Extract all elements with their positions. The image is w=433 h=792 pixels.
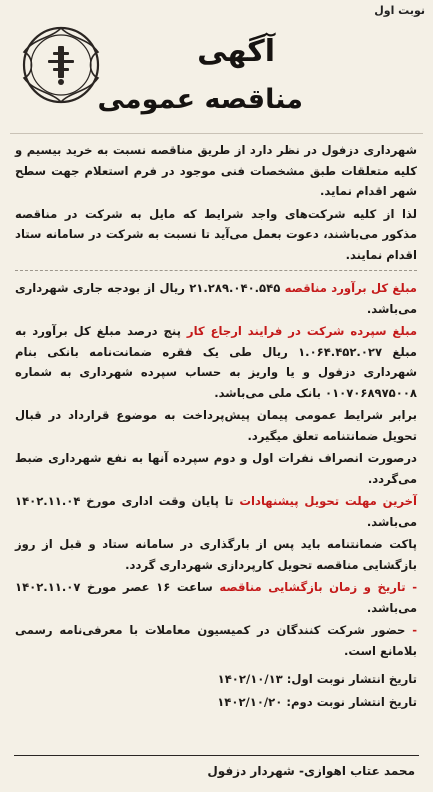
- paragraph-deposit: [15, 321, 417, 403]
- paragraph-forfeit: درصورت انصراف نفرات اول و دوم سپرده آنها به نفع شهرداری ضبط می‌گردد.: [15, 451, 417, 486]
- mayor-signature: محمد عتاب اهوازی- شهردار دزفول: [207, 764, 415, 778]
- paragraph-prepayment: برابر شرایط عمومی پیمان پیش‌پرداخت به موضوع قرارداد در قبال تحویل ضمانتنامه تعلق میگیرد.: [15, 408, 417, 443]
- dashed-divider: [15, 270, 417, 271]
- attendance-dash: -: [412, 623, 417, 637]
- footer-divider: [14, 755, 419, 756]
- second-publication-date: تاریخ انتشار نوبت دوم: ۱۴۰۲/۱۰/۲۰: [217, 694, 417, 709]
- header-divider: [10, 133, 423, 134]
- opening-text: ساعت ۱۶ عصر مورخ ۱۴۰۲.۱۱.۰۷ می‌باشد.: [15, 580, 417, 615]
- paragraph-attendance: [15, 620, 417, 661]
- attendance-text: حضور شرکت کنندگان در کمیسیون معاملات با معرفی‌نامه رسمی بلامانع است.: [15, 623, 417, 658]
- notice-subtitle: مناقصه عمومی: [97, 84, 303, 115]
- estimate-text: ۲۱.۲۸۹.۰۴۰.۵۴۵ ریال از بودجه جاری شهرداری می‌باشد.: [15, 281, 417, 316]
- publication-dates: [15, 669, 417, 712]
- paragraph-envelope: پاکت ضمانتنامه باید پس از بارگذاری در سامانه ستاد و قبل از روز بازگشایی مناقصه تحویل کارپردازی شهرداری گردد.: [15, 537, 417, 572]
- paragraph-estimate: [15, 278, 417, 319]
- deadline-label: آخرین مهلت تحویل پیشنهادات: [239, 494, 418, 508]
- notice-body: [15, 140, 417, 714]
- publication-number: نوبت اول: [374, 4, 425, 17]
- paragraph-invitation: لذا از کلیه شرکت‌های واجد شرایط که مایل به شرکت در مناقصه مذکور می‌باشند، دعوت بعمل می‌آید تا نسبت به شرکت در سامانه ستاد اقدام نمایند.: [15, 206, 417, 262]
- deadline-text: تا پایان وقت اداری مورخ ۱۴۰۲.۱۱.۰۴ می‌باشد.: [15, 494, 417, 529]
- deposit-text: پنج درصد مبلغ کل برآورد به مبلغ ۱.۰۶۴.۴۵۲.۰۲۷ ریال طی یک فقره ضمانت‌نامه بانکی بنام شهرداری دزفول و یا واریز به حساب سپرده شهرداری به شماره ۰۱۰۷۰۶۸۹۷۵۰۰۸ بانک ملی می‌باشد.: [15, 324, 417, 400]
- municipality-emblem-icon: [18, 22, 104, 108]
- paragraph-opening: [15, 577, 417, 618]
- notice-title: آگهی: [197, 34, 275, 69]
- deposit-label: مبلغ سپرده شرکت در فرایند ارجاع کار: [186, 324, 417, 338]
- estimate-label: مبلغ کل برآورد مناقصه: [284, 281, 417, 295]
- paragraph-intro: شهرداری دزفول در نظر دارد از طریق مناقصه نسبت به خرید بیسیم و کلیه متعلقات طبق مشخصات فنی موجود در فرم استعلام جهت سطح شهر اقدام نماید.: [15, 143, 417, 198]
- opening-label: - تاریخ و زمان بازگشایی مناقصه: [219, 580, 418, 594]
- first-publication-date: تاریخ انتشار نوبت اول: ۱۴۰۲/۱۰/۱۳: [217, 672, 417, 686]
- paragraph-deadline: [15, 491, 417, 532]
